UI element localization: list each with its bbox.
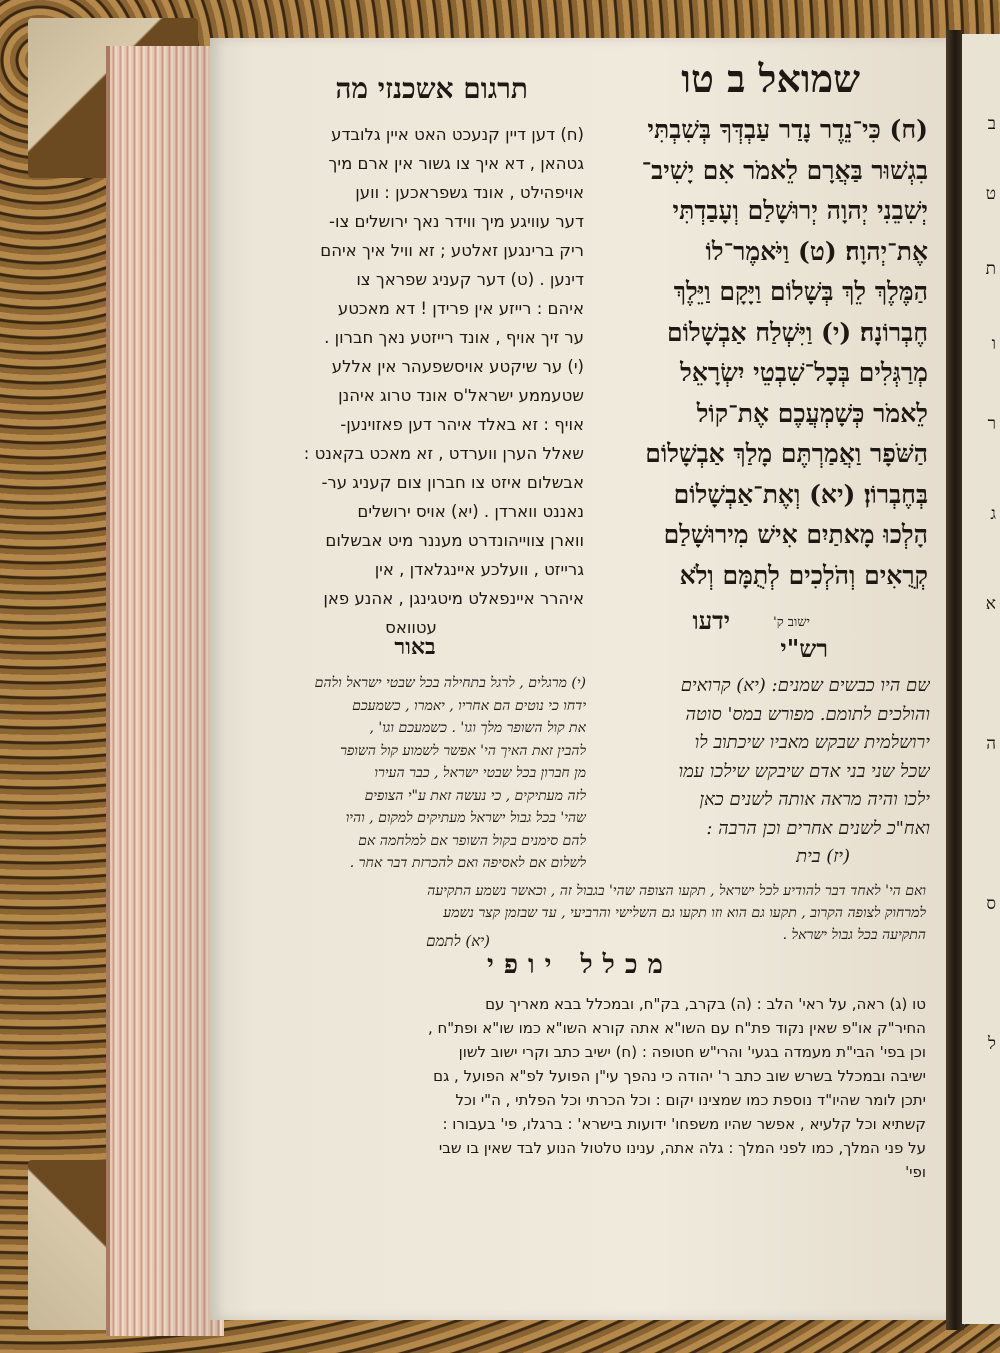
- michlal-line: ופי': [905, 1163, 926, 1181]
- targum-line: (י) ער שיקטע אויסשפעהר אין אללע: [331, 357, 584, 376]
- next-page-fragment: ו: [991, 334, 996, 354]
- targum-line: אבשלום איזט צו חברון צום קעניג ער-: [321, 473, 584, 492]
- rashi-column: [600, 672, 930, 872]
- next-page-edge: [962, 34, 1000, 1324]
- biur-heading: באור: [394, 634, 436, 660]
- yadu-catchword: ידעו: [692, 606, 730, 635]
- biur-continuation-line: למרחוק לצופה הקרוב , תקעו גם הוא וזו תקעו גם השלישי והרביעי , עד שבזמן קצר נשמע: [443, 905, 926, 921]
- tanach-line: בִגְשׁוּר בַּאֲרָם לֵאמֹר אִם יָשִׁיב־: [641, 155, 928, 185]
- targum-line: שטעממע ישראל'ס אונד טרוג איהנן: [338, 386, 584, 405]
- targum-line: דינען . (ט) דער קעניג שפראך צו: [356, 270, 584, 289]
- biur-line: להבין זאת האיך הי' אפשר לשמוע קול השופר: [340, 742, 586, 759]
- tanach-line: לֵאמֹר כְּשָׁמְעֲכֶם אֶת־קוֹל: [696, 398, 928, 428]
- tanach-line: הָלְכוּ מָאתַיִם אִישׁ מִירוּשָׁלַם: [663, 520, 928, 549]
- tanach-line: אֶת־יְהוָה׃ (ט) וַיֹּאמֶר־לוֹ: [705, 236, 928, 266]
- next-page-fragment: ה: [986, 734, 996, 754]
- michlal-line: יתכן לומר שהיו"ד נוספת כמו שמצינו יקום : וכל הכרתי וכל הפלתי , ה"י וכל: [455, 1091, 926, 1109]
- next-page-fragment: ג: [990, 504, 996, 524]
- biur-line: את קול השופר מלך וגו' . כשמעכם וגו' ,: [369, 720, 586, 736]
- targum-line: גטהאן , דא איך צו גשור אין ארם מיך: [328, 154, 584, 173]
- rashi-heading: רש"י: [780, 634, 828, 663]
- biur-line: (י) מרגלים , לרגל בתחילה בכל שבטי ישראל ולהם: [314, 675, 586, 691]
- biur-line: לזה מעתיקים , כי נעשה זאת ע"י הצופים: [364, 787, 586, 804]
- targum-line: ריק ברינגען זאלטע ; זא וויל איך איהם: [320, 241, 584, 260]
- biur-continuation-line: ואם הי' לאחד דבר להודיע לכל ישראל , תקעו הצופה שהי' בגבול זה , וכאשר נשמע התקיעה: [427, 883, 926, 899]
- rashi-line: והולכים לתומם. מפורש במס' סוטה: [685, 703, 930, 725]
- next-page-fragment: ר: [987, 414, 996, 434]
- targum-line: איהם : רייזע אין פרידן ! דא מאכטע: [337, 299, 584, 318]
- targum-line: גרייזט , וועלכע איינגלאדן , אין: [374, 560, 584, 579]
- targum-line: עטוואס: [385, 618, 437, 637]
- michlal-yofi-section: [236, 992, 926, 1184]
- tanach-column: [598, 110, 928, 596]
- rashi-line: (יז) בית: [796, 846, 850, 867]
- tanach-line: הַשֹּׁפָר וַאֲמַרְתֶּם מָלַךְ אַבְשָׁלוֹם: [645, 439, 928, 468]
- targum-line: (ח) דען דיין קנעכט האט איין גלובדע: [331, 125, 584, 144]
- targum-line: איהרר איינפאלט מיטגינגן , אהנע פאן: [323, 589, 584, 608]
- michlal-line: על פני המלך, כמו לפני המלך : גלה אתה, ענינו טלטול הנוע לבד שאין בו שבי: [438, 1139, 926, 1157]
- tanach-line: בְּחֶבְרוֹן׃ (יא) וְאֶת־אַבְשָׁלוֹם: [673, 479, 928, 509]
- tanach-line: יְשִׁבֵנִי יְהוָה יְרוּשָׁלַם וְעָבַדְתִּי: [672, 196, 928, 225]
- targum-line: ווארן צווייהונדרט מעננר מיט אבשלום: [325, 531, 584, 550]
- michlal-line: קשתיא וכל קלעיא , אפשר שהיו משפחו' ידועות בישרא' : ברגלו, פי' בעבורו :: [442, 1115, 926, 1133]
- biur-continuation-line: התקיעה בכל גבול ישראל .: [782, 927, 926, 943]
- targum-line: ער זיך אויף , אונד רייזטע נאך חברון .: [324, 328, 584, 347]
- targum-line: שאלל הערן ווערדט , זא מאכט בקאנט :: [303, 444, 584, 463]
- biur-line: מן חברון בכל שבטי ישראל , כבר העירו: [374, 765, 586, 781]
- michlal-line: טו (ג) ראה, על ראי' הלב : (ה) בקרב, בק"ח, ובמכלל בבא מאריך עם: [485, 995, 926, 1013]
- michlal-line: החיר"ק או"פ שאין נקוד פת"ח עם השו"א אתה קורא השו"א כמו שו"א ופת"ח ,: [427, 1019, 926, 1037]
- tanach-line: הַמֶּלֶךְ לֵךְ בְּשָׁלוֹם וַיָּקָם וַיֵּלֶךְ: [673, 277, 928, 306]
- biur-line: לשלום אם לאסיפה ואם להכרזת דבר אחר .: [349, 855, 586, 871]
- next-page-fragment: א: [985, 594, 996, 614]
- rashi-line: ירושלמית שבקש מאביו שיכתוב לו: [694, 732, 930, 753]
- michlal-line: ישיבה ובמכלל בשרש שוב כתב ר' יהודה כי נהפך עי"ן הפועל לפ"א הפועל , גם: [433, 1067, 926, 1085]
- biur-line: שהי' בכל גבול ישראל מעתיקים למקום , והיו: [345, 810, 586, 826]
- targum-column: [238, 120, 584, 642]
- next-page-fragment: ת: [985, 259, 996, 279]
- next-page-fragment: ב: [987, 114, 996, 134]
- running-header-targum: תרגום אשכנזי מה: [335, 72, 528, 105]
- rashi-line: שכל שני בני אדם שיבקש שילכו עמו: [678, 760, 930, 782]
- michlal-yofi-heading: מכלל יופי: [487, 950, 673, 980]
- rashi-line: שם היו כבשים שמנים: (יא) קרואים: [680, 675, 930, 696]
- targum-line: נאננט ווארדן . (יא) אויס ירושלים: [357, 502, 584, 521]
- biur-continuation: [236, 880, 926, 946]
- biur-line: ידחו כי נוטים הם אחריו , יאמרו , כשמעכם: [352, 697, 586, 714]
- tanach-line: (ח) כִּי־נֵדֶר נָדַר עַבְדְּךָ בְּשִׁבְתִּי: [647, 115, 928, 144]
- catchword-lechamem: (יא) לתמם: [426, 932, 490, 950]
- rashi-line: ילכו והיה מראה אותה לשנים כאן: [699, 789, 930, 810]
- targum-line: אויפהילט , אונד גשפראכען : ווען: [355, 183, 584, 202]
- next-page-fragment: ט: [985, 184, 996, 204]
- tanach-line: קְרֻאִים וְהֹלְכִים לְתֻמָּם וְלֹא: [679, 560, 928, 590]
- targum-line: אויף : זא באלד איהר דען פאזוינען-: [340, 415, 584, 434]
- kri-note: ישוב ק': [773, 615, 810, 630]
- biur-line: להם סימנים בקול השופר אם למלחמה אם: [358, 832, 586, 849]
- michlal-line: וכן בפי' הבי"ת מעמדה בגעי' והרי"ש חטופה : (ח) ישיב כתב וקרי ישוב לשון: [458, 1043, 926, 1061]
- targum-line: דער עוויגע מיך ווידר נאך ירושלים צו-: [329, 212, 584, 231]
- tanach-line: חֶבְרוֹנָה׃ (י) וַיִּשְׁלַח אַבְשָׁלוֹם: [667, 317, 928, 347]
- next-page-fragment: ס: [986, 894, 996, 914]
- next-page-fragment: ל: [988, 1034, 996, 1054]
- tanach-line: מְרַגְּלִים בְּכָל־שִׁבְטֵי יִשְׂרָאֵל: [680, 358, 928, 387]
- rashi-line: ואח"כ לשנים אחרים וכן הרבה :: [706, 817, 930, 839]
- biur-column: [236, 672, 586, 875]
- running-header-book: שמואל ב טו: [681, 56, 860, 101]
